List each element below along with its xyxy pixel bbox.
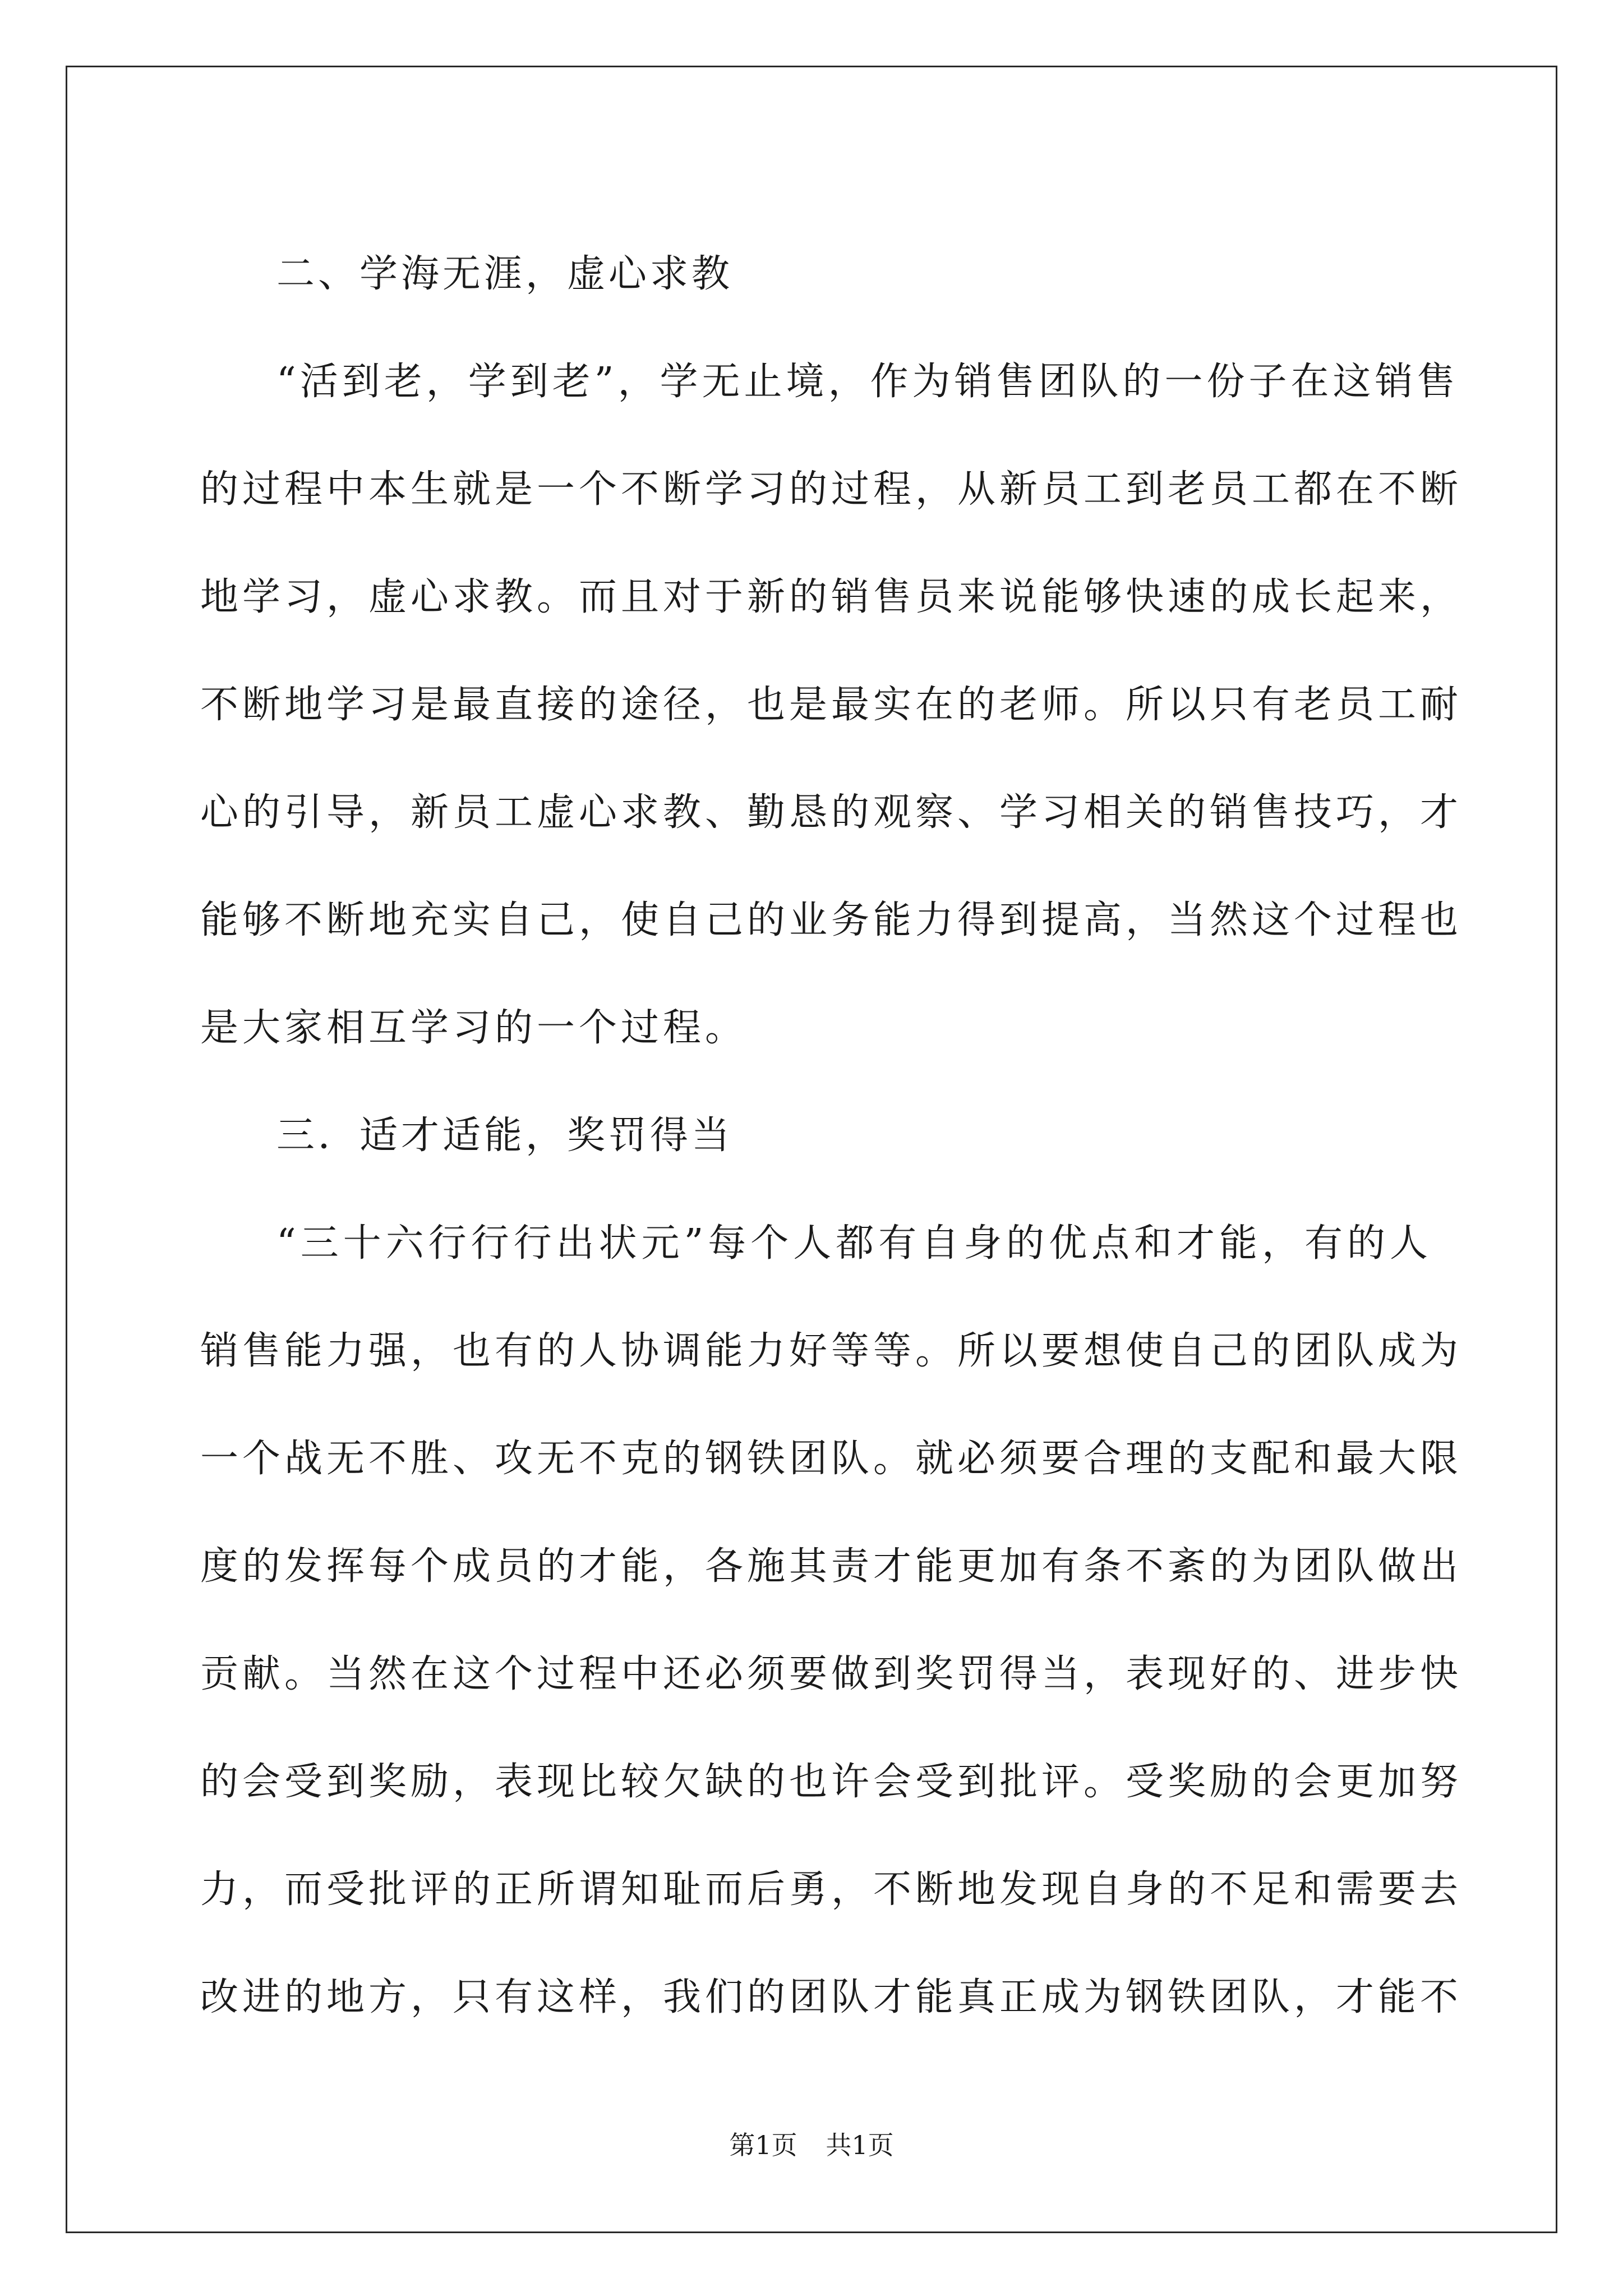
paragraph-line: 不断地学习是最直接的途径，也是最实在的老师。所以只有老员工耐 xyxy=(200,683,1463,727)
paragraph-line: 心的引导，新员工虚心求教、勤恳的观察、学习相关的销售技巧，才 xyxy=(200,790,1463,835)
paragraph-line: 销售能力强，也有的人协调能力好等等。所以要想使自己的团队成为 xyxy=(200,1329,1463,1373)
paragraph-line: “三十六行行行出状元”每个人都有自身的优点和才能，有的人 xyxy=(276,1221,1432,1266)
document-body xyxy=(200,220,1463,2051)
paragraph-line: 的会受到奖励，表现比较欠缺的也许会受到批评。受奖励的会更加努 xyxy=(200,1760,1463,1804)
paragraph-line: 一个战无不胜、攻无不克的钢铁团队。就必须要合理的支配和最大限 xyxy=(200,1437,1463,1481)
section-heading-2: 二、学海无涯，虚心求教 xyxy=(276,252,734,296)
paragraph-line: 度的发挥每个成员的才能，各施其责才能更加有条不紊的为团队做出 xyxy=(200,1544,1463,1589)
paragraph-line: 贡献。当然在这个过程中还必须要做到奖罚得当，表现好的、进步快 xyxy=(200,1652,1463,1696)
paragraph-line: 的过程中本生就是一个不断学习的过程，从新员工到老员工都在不断 xyxy=(200,467,1463,512)
section-heading-3: 三．适才适能，奖罚得当 xyxy=(276,1114,734,1158)
page-number-current: 第1页 xyxy=(729,2130,797,2160)
paragraph-line: 能够不断地充实自己，使自己的业务能力得到提高，当然这个过程也 xyxy=(200,898,1463,942)
page-number-total: 共1页 xyxy=(826,2130,894,2160)
paragraph-line: 改进的地方，只有这样，我们的团队才能真正成为钢铁团队，才能不 xyxy=(200,1975,1463,2019)
paragraph-line: “活到老，学到老”，学无止境，作为销售团队的一份子在这销售 xyxy=(276,360,1459,404)
paragraph-line: 是大家相互学习的一个过程。 xyxy=(200,1006,748,1050)
paragraph-line: 力，而受批评的正所谓知耻而后勇，不断地发现自身的不足和需要去 xyxy=(200,1867,1463,1912)
paragraph-line: 地学习，虚心求教。而且对于新的销售员来说能够快速的成长起来， xyxy=(200,575,1463,619)
page-footer xyxy=(0,2125,1623,2162)
